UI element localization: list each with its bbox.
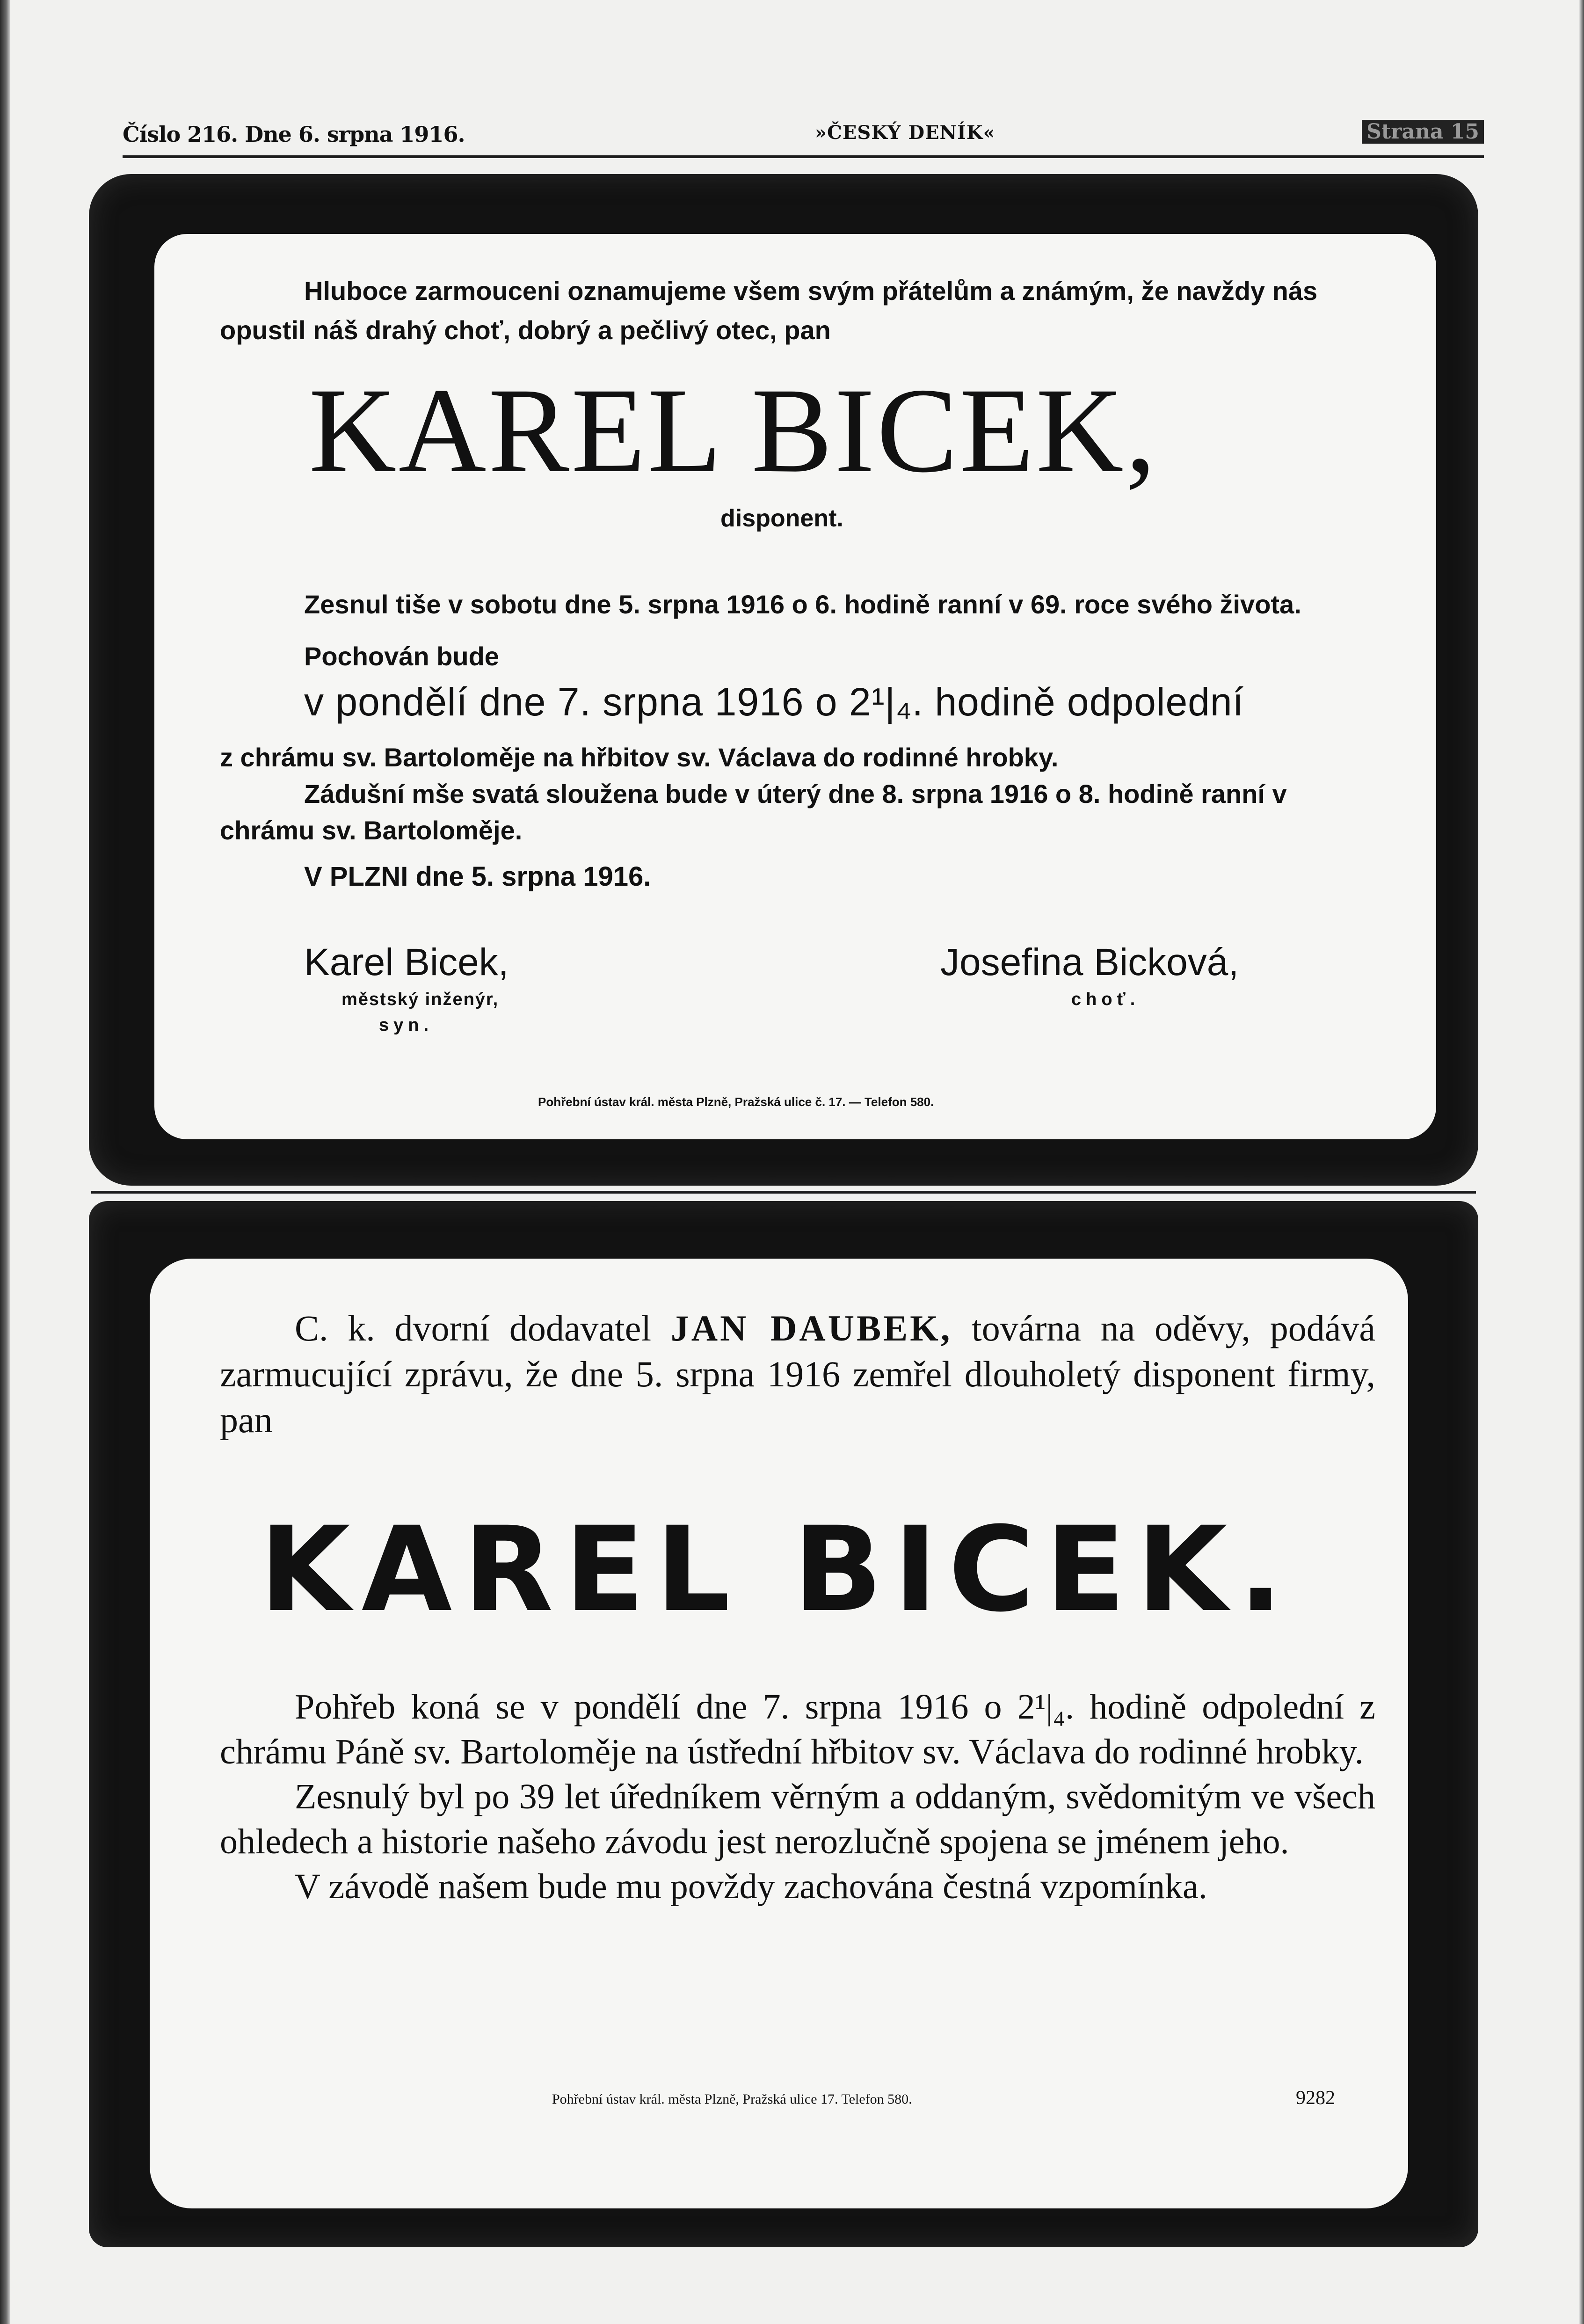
notice1-intro: Hluboce zarmouceni oznamujeme všem svým přátelům a známým, že navždy nás opustil náš drahý choť, dobrý a pečlivý otec, pan [220, 276, 1318, 345]
memory-paragraph: V závodě našem bude mu povždy zachována čestná vzpomínka. [295, 1867, 1207, 1906]
deceased-name: KAREL BICEK, [309, 363, 1158, 498]
notice2-body [220, 1684, 1375, 1909]
company-name: JAN DAUBEK, [670, 1308, 952, 1348]
funeral-home-footer-2: Pohřební ústav král. města Plzně, Pražská ulice 17. Telefon 580. [552, 2091, 912, 2107]
masthead: »ČESKÝ DENÍK« [815, 122, 995, 144]
funeral-home-footer: Pohřební ústav král. města Plzně, Pražská ulice č. 17. — Telefon 580. [538, 1095, 934, 1109]
page-edge-left [0, 0, 10, 2324]
memorial-mass: Zádušní mše svatá sloužena bude v úterý dne 8. srpna 1916 o 8. hodině ranní v chrámu sv. Bartoloměje. [220, 779, 1287, 845]
tribute-paragraph: Zesnulý byl po 39 let úředníkem věrným a oddaným, svědomitým ve všech ohledech a historie našeho závodu jest nerozlučně spojena se jménem jeho. [220, 1777, 1375, 1861]
signer-son-role: městský inženýr, [342, 990, 499, 1009]
signer-wife-relation: choť. [1071, 990, 1140, 1009]
issue-number: Číslo 216. Dne 6. srpna 1916. [123, 122, 465, 147]
deceased-name-2: KAREL BICEK. [260, 1501, 1294, 1638]
page-edge-right [1579, 0, 1584, 2324]
funeral-paragraph: Pohřeb koná se v pondělí dne 7. srpna 1916 o 2¹|₄. hodině odpolední z chrámu Páně sv. Bartoloměje na ústřední hřbitov sv. Václava do rodinné hrobky. [220, 1687, 1375, 1771]
place-date: V PLZNI dne 5. srpna 1916. [304, 861, 651, 892]
burial-details [220, 739, 1366, 849]
signer-son: Karel Bicek, [304, 941, 509, 984]
intro-prefix: C. k. dvorní dodavatel [295, 1308, 671, 1348]
burial-place: z chrámu sv. Bartoloměje na hřbitov sv. Václava do rodinné hrobky. [220, 743, 1059, 772]
header-rule [123, 155, 1484, 158]
signer-wife: Josefina Bicková, [940, 941, 1239, 984]
ad-number: 9282 [1296, 2087, 1335, 2109]
section-rule [91, 1191, 1476, 1194]
burial-intro: Pochován bude [304, 641, 499, 671]
notice2-intro [220, 1305, 1375, 1443]
signer-son-relation: syn. [379, 1015, 434, 1035]
intro-suffix: továrna na oděvy, podává zarmucující zprávu, že dne 5. srpna 1916 zemřel dlouholetý disponent firmy, pan [220, 1308, 1375, 1440]
burial-date: v pondělí dne 7. srpna 1916 o 2¹|₄. hodině odpolední [304, 680, 1244, 724]
page-header [123, 117, 1484, 154]
death-statement: Zesnul tiše v sobotu dne 5. srpna 1916 o 6. hodině ranní v 69. roce svého života. [304, 590, 1301, 619]
page-number: Strana 15 [1362, 120, 1484, 144]
deceased-title: disponent. [720, 505, 843, 532]
